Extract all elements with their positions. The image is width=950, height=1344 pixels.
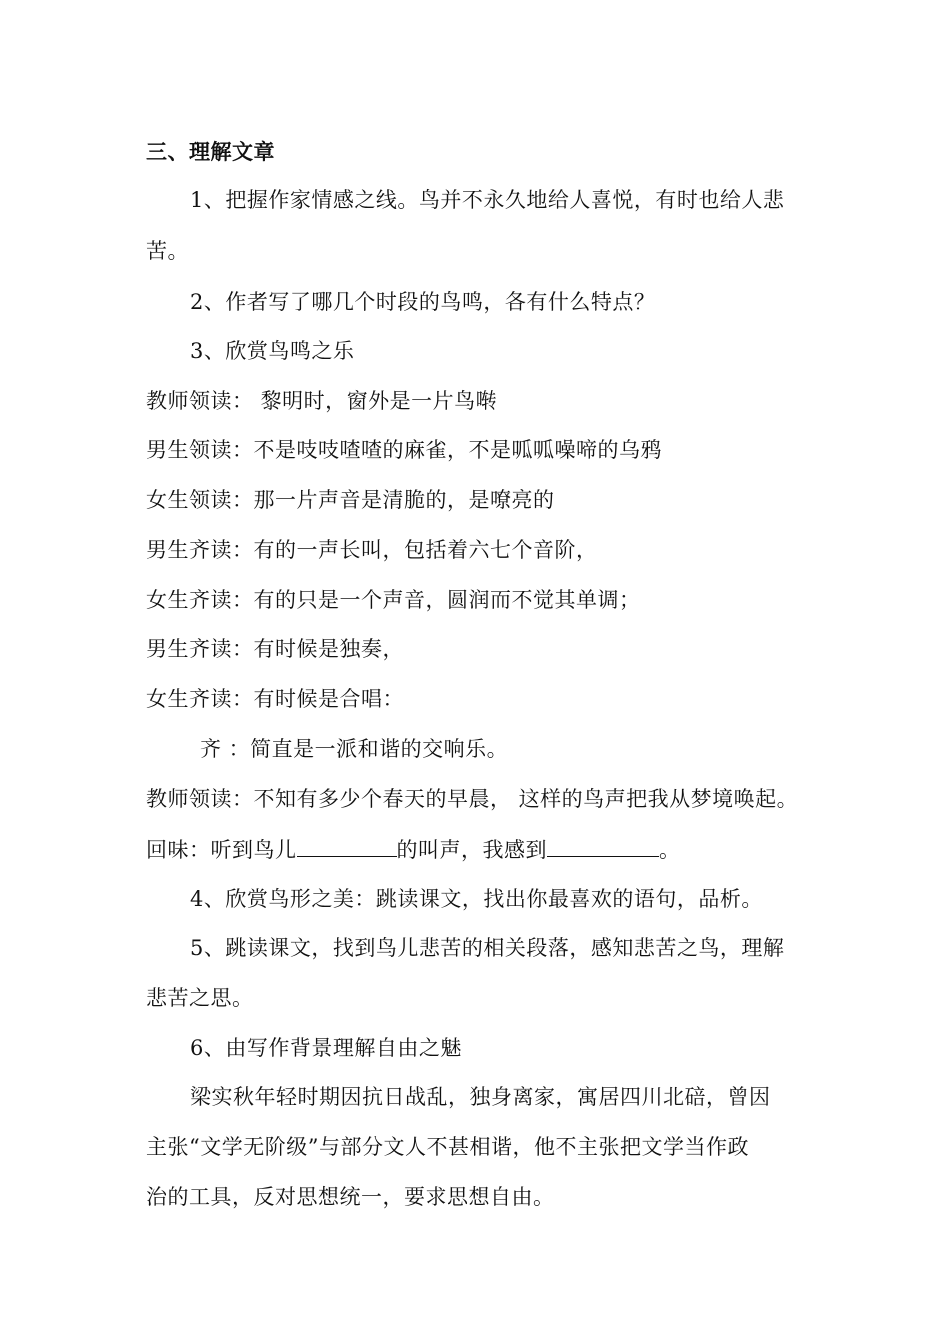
girls-chorus-1: 女生齐读：有的只是一个声音，圆润而不觉其单调； [146, 588, 641, 612]
item-6: 6、由写作背景理解自由之魅 [190, 1036, 462, 1060]
teacher-lead-2: 教师领读：不知有多少个春天的早晨， 这样的鸟声把我从梦境唤起。 [146, 787, 799, 811]
aftertaste-part-3: 。 [659, 838, 681, 862]
boys-chorus-2: 男生齐读：有时候是独奏， [146, 637, 404, 661]
fill-blank-1 [297, 834, 397, 857]
boys-lead: 男生领读：不是吱吱喳喳的麻雀，不是呱呱噪啼的乌鸦 [146, 438, 662, 462]
item-2: 2、作者写了哪几个时段的鸟鸣，各有什么特点？ [190, 290, 656, 314]
item-4: 4、欣赏鸟形之美：跳读课文，找出你最喜欢的语句，品析。 [190, 887, 763, 911]
boys-chorus-1: 男生齐读：有的一声长叫，包括着六七个音阶， [146, 538, 598, 562]
aftertaste-part-2: 的叫声，我感到 [396, 838, 547, 862]
item-1-line-1: 1、把握作家情感之线。鸟并不永久地给人喜悦，有时也给人悲 [190, 188, 785, 212]
background-line-1: 梁实秋年轻时期因抗日战乱，独身离家，寓居四川北碚，曾因 [190, 1085, 771, 1109]
item-5-line-1: 5、跳读课文，找到鸟儿悲苦的相关段落，感知悲苦之鸟，理解 [190, 936, 785, 960]
item-1-line-2: 苦。 [146, 239, 189, 263]
aftertaste-part-1: 回味：听到鸟儿 [146, 838, 297, 862]
section-heading: 三、理解文章 [146, 140, 275, 164]
item-5-line-2: 悲苦之思。 [146, 986, 254, 1010]
background-line-2: 主张“文学无阶级”与部分文人不甚相谐，他不主张把文学当作政 [146, 1135, 749, 1159]
girls-lead: 女生领读：那一片声音是清脆的，是嘹亮的 [146, 488, 555, 512]
girls-chorus-2: 女生齐读：有时候是合唱： [146, 687, 404, 711]
item-3: 3、欣赏鸟鸣之乐 [190, 339, 355, 363]
aftertaste-line [146, 834, 681, 865]
teacher-lead-1: 教师领读： 黎明时，窗外是一片鸟啭 [146, 389, 498, 413]
fill-blank-2 [547, 834, 659, 857]
background-line-3: 治的工具，反对思想统一，要求思想自由。 [146, 1185, 555, 1209]
all-chorus: 齐 ：简直是一派和谐的交响乐。 [200, 737, 509, 761]
